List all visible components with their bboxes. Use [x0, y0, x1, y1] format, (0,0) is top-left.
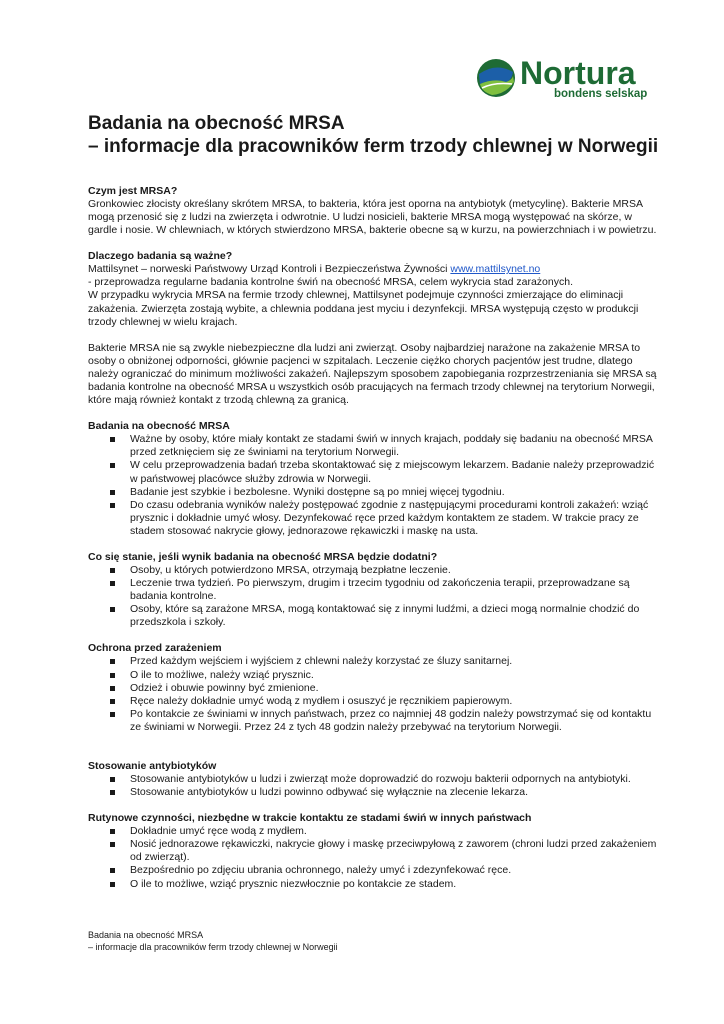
list-item: Stosowanie antybiotyków u ludzi i zwierząt może doprowadzić do rozwoju bakterii odpornych na antybiotyki. [88, 773, 660, 786]
page-title: Badania na obecność MRSA [88, 113, 345, 134]
section-heading-positive: Co się stanie, jeśli wynik badania na obecność MRSA będzie dodatni? [88, 550, 438, 563]
section-heading-protection: Ochrona przed zarażeniem [88, 642, 222, 655]
page-subtitle: – informacje dla pracowników ferm trzody chlewnej w Norwegii [88, 136, 659, 157]
list-item: Bezpośrednio po zdjęciu ubrania ochronnego, należy umyć i zdezynfekować ręce. [88, 864, 660, 877]
list-item: Odzież i obuwie powinny być zmienione. [88, 682, 660, 695]
footer-line2: – informacje dla pracowników ferm trzody chlewnej w Norwegii [88, 941, 338, 952]
bullet-icon [110, 673, 115, 678]
bullet-icon [110, 712, 115, 717]
section-heading-testing: Badania na obecność MRSA [88, 420, 230, 433]
bullet-icon [110, 437, 115, 442]
list-item: Przed każdym wejściem i wyjściem z chlewni należy korzystać ze śluzy sanitarnej. [88, 655, 660, 668]
bullet-icon [110, 842, 115, 847]
bullet-icon [110, 790, 115, 795]
list-item: Nosić jednorazowe rękawiczki, nakrycie głowy i maskę przeciwpyłową z zaworem (chroni ludzi przed zakażeniem od zwierząt). [88, 838, 660, 864]
document-body [88, 112, 660, 891]
bullet-icon [110, 777, 115, 782]
section-heading-routine: Rutynowe czynności, niezbędne w trakcie kontaktu ze stadami świń w innych państwach [88, 812, 532, 825]
bullet-icon [110, 699, 115, 704]
logo-tagline: bondens selskap [554, 88, 648, 100]
bullet-icon [110, 829, 115, 834]
section-body-what: Gronkowiec złocisty określany skrótem MRSA, to bakteria, która jest oporna na antybiotyk (metycylinę). Bakterie MRSA mogą przenosić się z ludzi na zwierzęta i odwrotnie. U ludzi nosicieli, bakterie MRSA mogą występować na skórze, w gardle i nosie. W chlewniach, w których stwierdzono MRSA, bakterie obecne są w kurzu, na powierzchniach i w powietrzu. [88, 198, 657, 237]
bullet-icon [110, 882, 115, 887]
bullet-icon [110, 581, 115, 586]
footer-line1: Badania na obecność MRSA [88, 930, 204, 940]
list-item: Do czasu odebrania wyników należy postępować zgodnie z następującymi procedurami kontroli zakażeń: wziąć prysznic i dokładnie umyć włosy. Dezynfekować ręce przed każdym kontaktem ze stadem. W trakcie pracy ze stadem stosować nakrycie głowy, jednorazowe rękawiczki i maskę na usta. [88, 499, 660, 538]
mattilsynet-link[interactable]: www.mattilsynet.no [450, 263, 541, 276]
section-heading-what: Czym jest MRSA? [88, 185, 178, 197]
list-item: Badanie jest szybkie i bezbolesne. Wyniki dostępne są po mniej więcej tygodniu. [88, 486, 660, 499]
section-body-why-intro [88, 263, 660, 289]
list-item: Stosowanie antybiotyków u ludzi powinno odbywać się wyłącznie na zlecenie lekarza. [88, 786, 660, 799]
list-item: O ile to możliwe, należy wziąć prysznic. [88, 669, 660, 682]
section-body-why-risk: Bakterie MRSA nie są zwykle niebezpieczne dla ludzi ani zwierząt. Osoby najbardziej narażone na zakażenie MRSA to osoby o obniżonej odporności, głównie pacjenci w szpitalach. Leczenie ciężko chorych pacjentów jest trudne, dlatego należy ograniczać do minimum możliwości zakażeń. Najlepszym sposobem zapobiegania rozprzestrzeniania się MRSA są badania kontrolne na obecność MRSA u wszystkich osób pracujących na fermach trzody chlewnej na terytorium Norwegii, które mają również kontakt z trzodą chlewną za granicą. [88, 341, 657, 407]
routine-list [88, 825, 660, 890]
section-body-why-detection: W przypadku wykrycia MRSA na fermie trzody chlewnej, Mattilsynet podejmuje czynności zmierzające do eliminacji zakażenia. Zwierzęta zostają wybite, a chlewnia poddana jest myciu i dezynfekcji. MRSA występują często w produkcji trzody chlewnej w wielu krajach. [88, 289, 639, 328]
list-item: Osoby, które są zarażone MRSA, mogą kontaktować się z innymi ludźmi, a dzieci mogą normalnie chodzić do przedszkola i szkoły. [88, 603, 660, 629]
bullet-icon [110, 868, 115, 873]
bullet-icon [110, 686, 115, 691]
why-line2: - przeprowadza regularne badania kontrolne świń na obecność MRSA, celem wykrycia stad zarażonych. [88, 276, 573, 289]
why-line1: Mattilsynet – norweski Państwowy Urząd Kontroli i Bezpieczeństwa Żywności [88, 263, 451, 276]
list-item: Po kontakcie ze świniami w innych państwach, przez co najmniej 48 godzin należy powstrzymać się od kontaktu ze świniami w Norwegii. Przez 24 z tych 48 godzin należy przebywać na terytorium Norwegii. [88, 708, 660, 734]
nortura-globe-icon [476, 58, 516, 98]
list-item: O ile to możliwe, wziąć prysznic niezwłocznie po kontakcie ze stadem. [88, 878, 660, 891]
list-item: Leczenie trwa tydzień. Po pierwszym, drugim i trzecim tygodniu od zakończenia terapii, przeprowadzane są badania kontrolne. [88, 577, 660, 603]
positive-list [88, 564, 660, 629]
antibiotics-list [88, 773, 660, 799]
protection-list [88, 655, 660, 734]
bullet-icon [110, 659, 115, 664]
section-heading-why: Dlaczego badania są ważne? [88, 250, 233, 263]
page-footer [88, 930, 488, 953]
list-item: Ważne by osoby, które miały kontakt ze stadami świń w innych krajach, poddały się badaniu na obecność MRSA przed zetknięciem się ze świniami na terytorium Norwegii. [88, 433, 660, 459]
bullet-icon [110, 607, 115, 612]
logo-name: Nortura [520, 55, 636, 91]
list-item: Ręce należy dokładnie umyć wodą z mydłem i osuszyć je ręcznikiem papierowym. [88, 695, 660, 708]
bullet-icon [110, 463, 115, 468]
section-heading-antibiotics: Stosowanie antybiotyków [88, 760, 217, 772]
bullet-icon [110, 490, 115, 495]
testing-list [88, 433, 660, 538]
list-item: Osoby, u których potwierdzono MRSA, otrzymają bezpłatne leczenie. [88, 564, 660, 577]
nortura-logo [476, 55, 672, 104]
list-item: W celu przeprowadzenia badań trzeba skontaktować się z miejscowym lekarzem. Badanie należy przeprowadzić w państwowej placówce służby zdrowia w Norwegii. [88, 459, 660, 485]
bullet-icon [110, 503, 115, 508]
bullet-icon [110, 568, 115, 573]
list-item: Dokładnie umyć ręce wodą z mydłem. [88, 825, 660, 838]
